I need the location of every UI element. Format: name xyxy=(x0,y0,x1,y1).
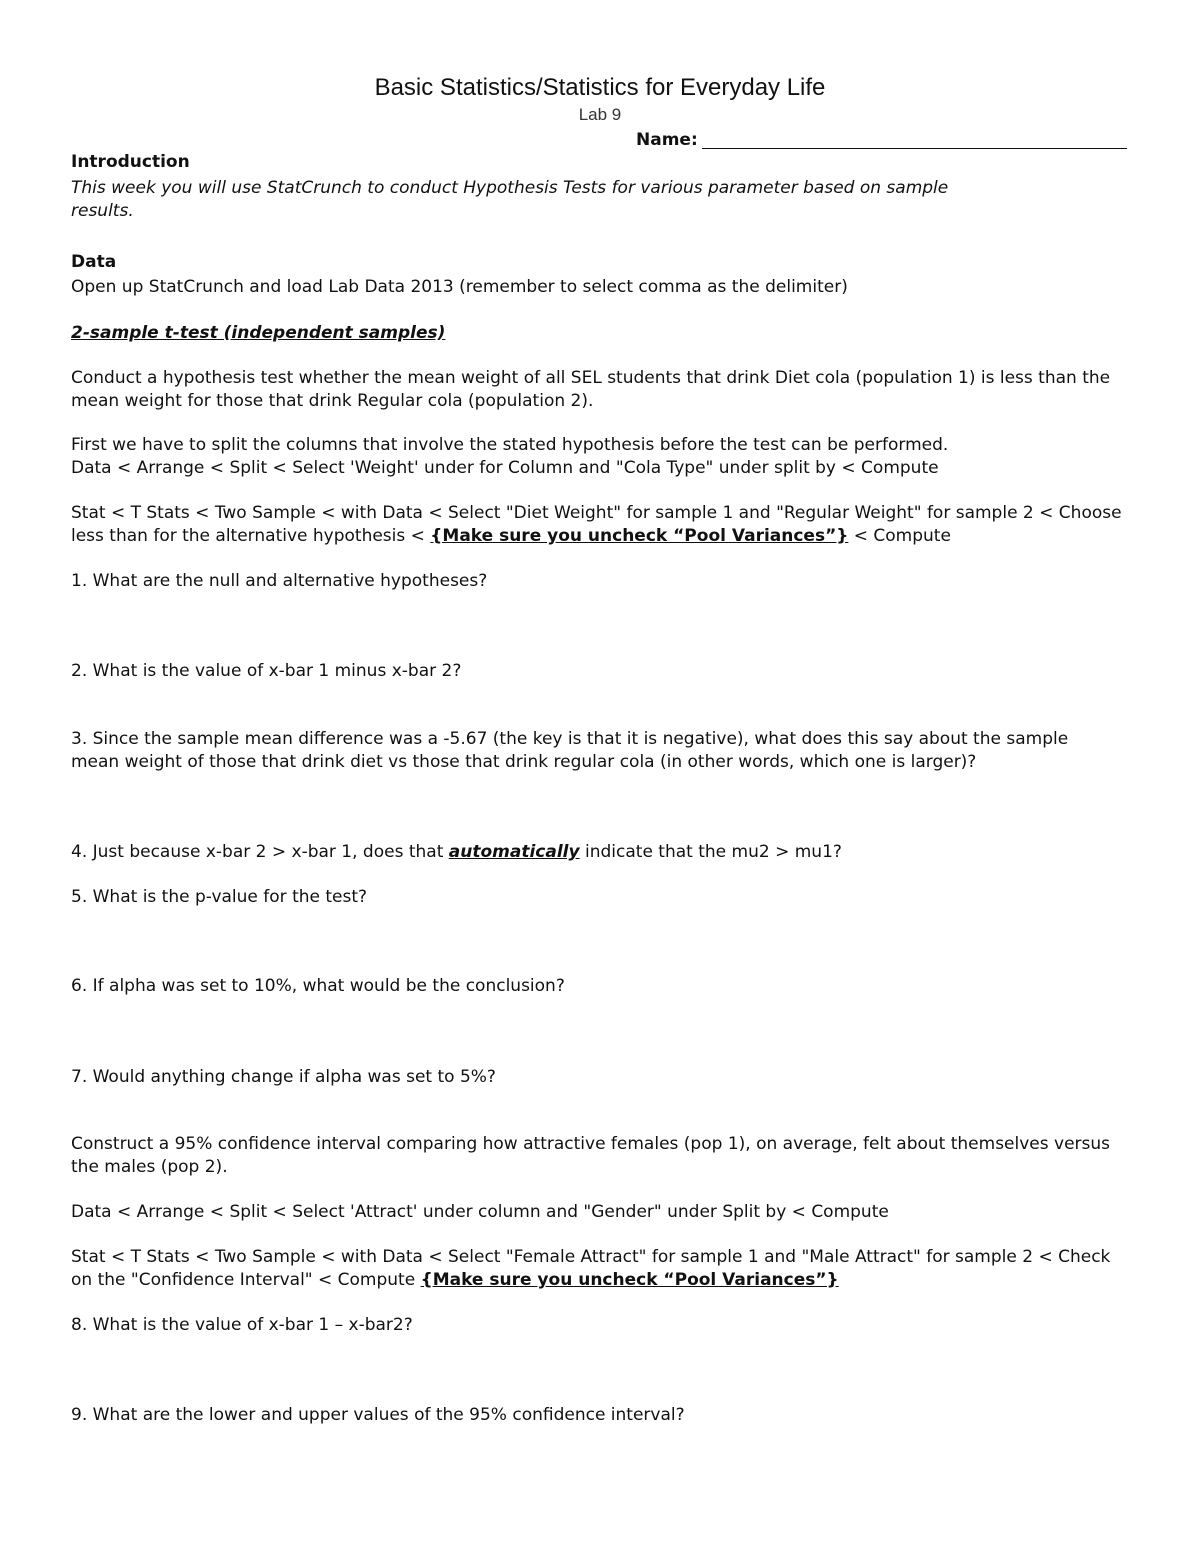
question-3-line-2: mean weight of those that drink diet vs those that drink regular cola (in other words, which one is larger)? xyxy=(71,752,977,772)
intro-heading: Introduction xyxy=(71,152,190,172)
ttest-heading: 2-sample t-test (independent samples) xyxy=(71,323,446,343)
ttest-paragraph-3-line-1: Stat < T Stats < Two Sample < with Data < Select "Diet Weight" for sample 1 and "Regular Weight" for sample 2 < Choose xyxy=(71,503,1122,523)
instruction-text: less than for the alternative hypothesis < xyxy=(71,526,425,546)
name-blank-line[interactable] xyxy=(702,148,1127,149)
name-label: Name: xyxy=(636,130,698,150)
ci-paragraph-3-line-1: Stat < T Stats < Two Sample < with Data < Select "Female Attract" for sample 1 and "Male Attract" for sample 2 < Check xyxy=(71,1247,1111,1267)
pool-variances-note: {Make sure you uncheck “Pool Variances”} xyxy=(430,526,849,546)
question-4-start: 4. Just because x-bar 2 > x-bar 1, does that xyxy=(71,842,444,862)
intro-text-line-1: This week you will use StatCrunch to conduct Hypothesis Tests for various parameter based on sample xyxy=(71,178,949,198)
ci-paragraph-3-line-2 xyxy=(71,1269,1131,1292)
lab-number: Lab 9 xyxy=(578,105,622,124)
ci-instruction-text: on the "Confidence Interval" < Compute xyxy=(71,1270,416,1290)
data-heading: Data xyxy=(71,252,117,272)
ttest-paragraph-2-line-1: First we have to split the columns that involve the stated hypothesis before the test can be performed. xyxy=(71,435,949,455)
ttest-paragraph-3-line-2 xyxy=(71,525,1131,548)
question-9: 9. What are the lower and upper values of the 95% confidence interval? xyxy=(71,1405,685,1425)
ttest-paragraph-2-line-2: Data < Arrange < Split < Select 'Weight' under for Column and "Cola Type" under split by < Compute xyxy=(71,458,939,478)
ci-pool-variances-note: {Make sure you uncheck “Pool Variances”} xyxy=(420,1270,839,1290)
ci-paragraph-1-line-1: Construct a 95% confidence interval comparing how attractive females (pop 1), on average, felt about themselves versus xyxy=(71,1134,1111,1154)
question-1: 1. What are the null and alternative hypotheses? xyxy=(71,571,488,591)
page-title: Basic Statistics/Statistics for Everyday Life xyxy=(374,74,826,101)
question-2: 2. What is the value of x-bar 1 minus x-bar 2? xyxy=(71,661,462,681)
ttest-paragraph-1-line-2: mean weight for those that drink Regular cola (population 2). xyxy=(71,391,594,411)
question-7: 7. Would anything change if alpha was set to 5%? xyxy=(71,1067,496,1087)
emphasis-automatically: automatically xyxy=(448,842,580,862)
compute-step: < Compute xyxy=(853,526,951,546)
ci-paragraph-2: Data < Arrange < Split < Select 'Attract' under column and "Gender" under Split by < Compute xyxy=(71,1202,889,1222)
question-8: 8. What is the value of x-bar 1 – x-bar2? xyxy=(71,1315,413,1335)
ci-paragraph-1-line-2: the males (pop 2). xyxy=(71,1157,228,1177)
question-4-end: indicate that the mu2 > mu1? xyxy=(585,842,842,862)
intro-text-line-2: results. xyxy=(71,201,134,221)
question-4 xyxy=(71,841,1131,864)
question-6: 6. If alpha was set to 10%, what would be the conclusion? xyxy=(71,976,565,996)
question-3-line-1: 3. Since the sample mean difference was a -5.67 (the key is that it is negative), what does this say about the sample xyxy=(71,729,1069,749)
data-text: Open up StatCrunch and load Lab Data 2013 (remember to select comma as the delimiter) xyxy=(71,277,848,297)
question-5: 5. What is the p-value for the test? xyxy=(71,887,368,907)
ttest-paragraph-1-line-1: Conduct a hypothesis test whether the mean weight of all SEL students that drink Diet cola (population 1) is less than the xyxy=(71,368,1111,388)
